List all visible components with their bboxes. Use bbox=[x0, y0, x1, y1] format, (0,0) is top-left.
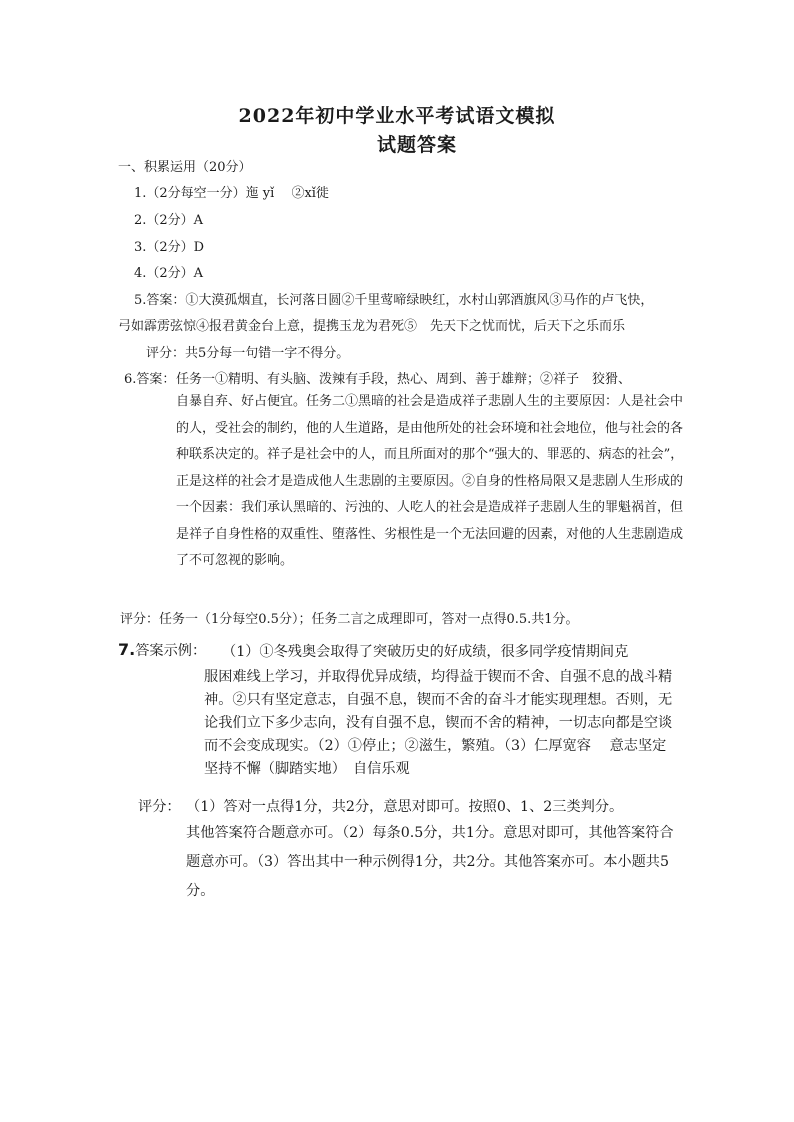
answer-q7-number: 7. bbox=[118, 640, 136, 659]
page-title: 2022年初中学业水平考试语文模拟 bbox=[238, 105, 556, 127]
answer-q7-body: 服困难线上学习，并取得优异成绩，均得益于锲而不舍、自强不息的战斗精神。②只有坚定意志，自强不息，锲而不舍的奋斗才能实现理想。否则，无论我们立下多少志向，没有自强不息，锲而不舍的精神，一切志向都是空谈而不会变成现实。（2）①停止；②滋生，繁殖。（3）仁厚宽容 意志坚定 坚持不懈（脚踏实地） 自信乐观 bbox=[204, 669, 681, 777]
answer-q6-label: 6.答案： bbox=[124, 372, 176, 387]
answer-q5-scoring: 评分：共5分每一句错一字不得分。 bbox=[146, 346, 350, 361]
answer-q4: 4.（2分）A bbox=[134, 266, 204, 281]
answer-q6-scoring: 评分：任务一（1分每空0.5分）；任务二言之成理即可，答对一点得0.5.共1分。 bbox=[120, 612, 579, 627]
answer-q7-scoring-first-line: （1）答对一点得1分，共2分，意思对即可。按照0、1、2三类判分。 bbox=[186, 799, 624, 815]
answer-q3: 3.（2分）D bbox=[134, 240, 205, 255]
answer-q7-header bbox=[118, 642, 206, 659]
answer-q2: 2.（2分）A bbox=[134, 213, 204, 228]
answer-q5-line1: 5.答案：①大漠孤烟直，长河落日圆②千里莺啼绿映红，水村山郭酒旗风③马作的卢飞快， bbox=[134, 293, 654, 308]
answer-q7-scoring-label: 评分： bbox=[138, 799, 181, 815]
answer-q6-body: 自暴自弃、好占便宜。任务二①黑暗的社会是造成祥子悲剧人生的主要原因：人是社会中的人，受社会的制约，他的人生道路，是由他所处的社会环境和社会地位，他与社会的各种联系决定的。祥子是社会中的人，而且所面对的那个“强大的、罪恶的、病态的社会”，正是这样的社会才是造成他人生悲剧的主要原因。②自身的性格局限又是悲剧人生形成的一个因素：我们承认黑暗的、污浊的、人吃人的社会是造成祥子悲剧人生的罪魁祸首，但是祥子自身性格的双重性、堕落性、劣根性是一个无法回避的因素，对他的人生悲剧造成了不可忽视的影响。 bbox=[176, 394, 684, 568]
answer-q7-scoring-body: 其他答案符合题意亦可。（2）每条0.5分，共1分。意思对即可，其他答案符合题意亦可。（3）答出其中一种示例得1分，共2分。其他答案亦可。本小题共5分。 bbox=[186, 825, 674, 899]
section1-heading: 一、积累运用（20分） bbox=[118, 160, 252, 175]
answer-q7-first-line: （1）①冬残奥会取得了突破历史的好成绩，很多同学疫情期间克 bbox=[222, 644, 629, 660]
answer-q5-line2: 弓如霹雳弦惊④报君黄金台上意，提携玉龙为君死⑤ 先天下之忧而忧，后天下之乐而乐 bbox=[118, 319, 626, 334]
answer-q7-label: 答案示例： bbox=[135, 643, 207, 659]
page-subtitle: 试题答案 bbox=[376, 134, 457, 156]
answer-q1: 1.（2分每空一分）迤 yǐ ②xǐ徙 bbox=[134, 186, 329, 201]
answer-q6-first-line: 任务一①精明、有头脑、泼辣有手段，热心、周到、善于雄辩；②祥子 狡猾、 bbox=[176, 372, 632, 387]
